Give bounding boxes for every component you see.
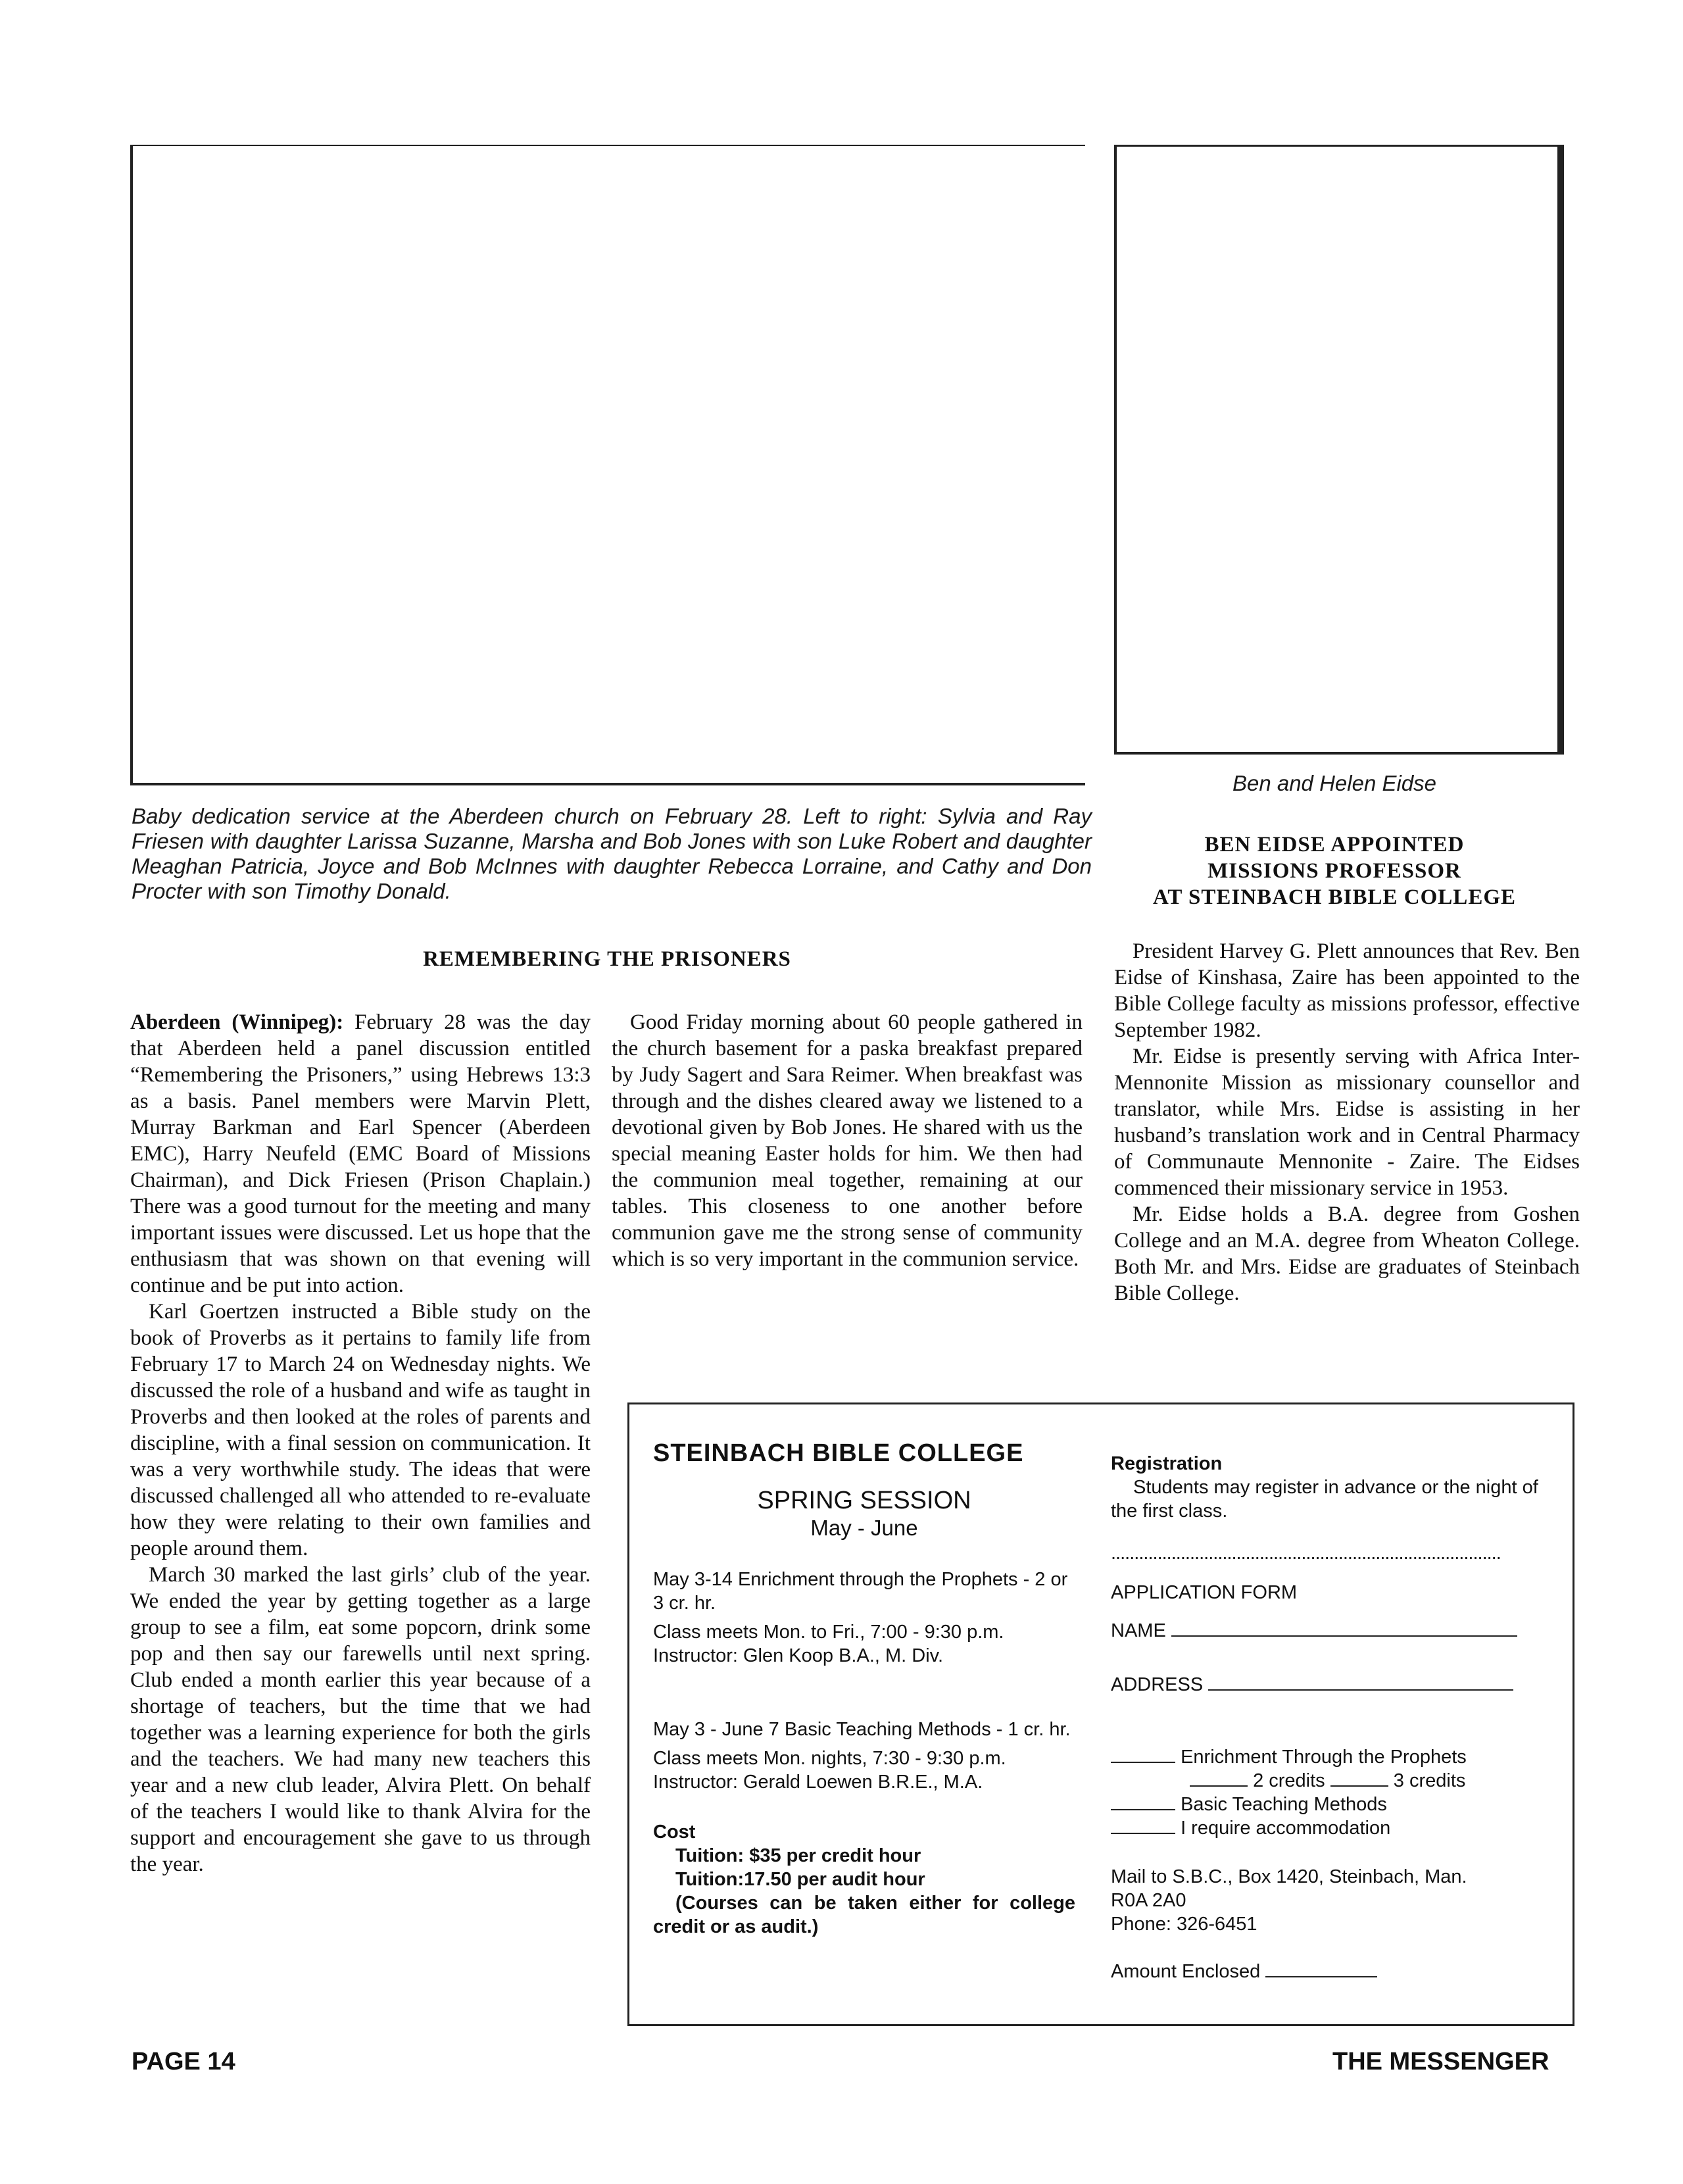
- tuition-audit: Tuition:17.50 per audit hour: [675, 1869, 925, 1890]
- option-credits-row: [1111, 1769, 1545, 1793]
- address-label: ADDRESS: [1111, 1674, 1204, 1695]
- prisoners-headline: REMEMBERING THE PRISONERS: [423, 947, 791, 971]
- magazine-name: THE MESSENGER: [1332, 2048, 1549, 2075]
- eidse-article: [1114, 938, 1580, 1306]
- ad-months: May - June: [810, 1516, 918, 1540]
- name-field-row: [1111, 1619, 1545, 1643]
- registration-text: Students may register in advance or the night of the first class.: [1111, 1477, 1538, 1522]
- photo-baby-dedication: [130, 145, 1085, 785]
- prisoners-column-2: [612, 1009, 1083, 1272]
- option-accommodation-blank[interactable]: [1111, 1833, 1175, 1834]
- page-number: PAGE 14: [132, 2048, 235, 2075]
- article-paragraph: Mr. Eidse is presently serving with Africa Inter-Mennonite Mission as missionary counsellor and translator, while Mrs. Eidse is assisting in her husband’s translation work and in Central Pharmacy of Communaute Mennonite - Zaire. The Eidses commenced their missionary service in 1953.: [1114, 1045, 1580, 1200]
- option-teaching-row: [1111, 1793, 1545, 1816]
- amount-row: [1111, 1960, 1545, 1983]
- address-field-row: [1111, 1673, 1545, 1697]
- course-title: May 3-14 Enrichment through the Prophets - 2 or 3 cr. hr.: [653, 1569, 1068, 1614]
- name-label: NAME: [1111, 1620, 1166, 1641]
- ad-left-column: [653, 1439, 1075, 1939]
- ad-course-2: [653, 1718, 1075, 1794]
- option-3credits-blank[interactable]: [1330, 1785, 1388, 1787]
- article-paragraph: Karl Goertzen instructed a Bible study on the book of Proverbs as it pertains to family life from February 17 to March 24 on Wednesday nights. We discussed the role of a husband and wife as taught in Proverbs and then looked at the roles of parents and discipline, with a final session on communication. It was a very worthwhile study. The ideas that were discussed challenged all who attended to re-evaluate how they were relating to their own families and people around them.: [130, 1300, 591, 1560]
- course-schedule: Class meets Mon. nights, 7:30 - 9:30 p.m.: [653, 1748, 1006, 1769]
- phone-number: Phone: 326-6451: [1111, 1914, 1257, 1935]
- courses-note: (Courses can be taken either for college credit or as audit.): [653, 1893, 1075, 1937]
- eidse-headline-line-2: MISSIONS PROFESSOR: [1207, 859, 1461, 883]
- address-field[interactable]: [1208, 1689, 1513, 1691]
- ad-right-column: [1111, 1452, 1545, 1983]
- photo-caption-eidse: Ben and Helen Eidse: [1232, 771, 1437, 795]
- course-schedule: Class meets Mon. to Fri., 7:00 - 9:30 p.m.: [653, 1622, 1004, 1643]
- option-prophets-label: Enrichment Through the Prophets: [1181, 1747, 1467, 1768]
- option-teaching-label: Basic Teaching Methods: [1181, 1794, 1387, 1815]
- course-instructor: Instructor: Gerald Loewen B.R.E., M.A.: [653, 1772, 983, 1793]
- amount-label: Amount Enclosed: [1111, 1961, 1261, 1982]
- option-teaching-blank[interactable]: [1111, 1809, 1175, 1810]
- ad-session: SPRING SESSION: [757, 1487, 971, 1514]
- name-field[interactable]: [1171, 1635, 1517, 1637]
- article-paragraph: March 30 marked the last girls’ club of the year. We ended the year by getting together as a large group to see a film, eat some popcorn, drink some pop and then say our farewells until next spring. Club ended a month earlier this year because of a shortage of teachers, but the time that we had together was a learning experience for both the girls and the teachers. We had many new teachers this year and a new club leader, Alvira Plett. On behalf of the teachers I would like to thank Alvira for the support and encouragement she gave to us through the year.: [130, 1563, 591, 1876]
- photo-ben-helen-eidse: [1114, 145, 1564, 755]
- eidse-headline-line-3: AT STEINBACH BIBLE COLLEGE: [1152, 885, 1517, 909]
- amount-field[interactable]: [1265, 1976, 1377, 1977]
- ad-college-title: STEINBACH BIBLE COLLEGE: [653, 1439, 1024, 1467]
- article-paragraph: Mr. Eidse holds a B.A. degree from Goshen College and an M.A. degree from Wheaton College. Both Mr. and Mrs. Eidse are graduates of Steinbach Bible College.: [1114, 1203, 1580, 1305]
- photo-caption-baby-dedication: Baby dedication service at the Aberdeen church on February 28. Left to right: Sylvia and Ray Friesen with daughter Larissa Suzanne, Marsha and Bob Jones with son Luke Robert and daughter Meaghan Patricia, Joyce and Bob McInnes with daughter Rebecca Lorraine, and Cathy and Don Procter with son Timothy Donald.: [132, 804, 1092, 903]
- option-2credits-blank[interactable]: [1190, 1785, 1248, 1787]
- eidse-headline: [1114, 831, 1555, 910]
- form-divider: ....................................................................................: [1111, 1543, 1501, 1564]
- ad-cost: [653, 1820, 1075, 1939]
- article-paragraph: President Harvey G. Plett announces that Rev. Ben Eidse of Kinshasa, Zaire has been appointed to the Bible College faculty as missions professor, effective September 1982.: [1114, 939, 1580, 1042]
- option-accommodation-row: [1111, 1816, 1545, 1840]
- option-3credits-label: 3 credits: [1393, 1770, 1466, 1791]
- article-dateline: Aberdeen (Winnipeg):: [130, 1010, 344, 1034]
- ad-course-1: [653, 1568, 1075, 1668]
- application-form-title: APPLICATION FORM: [1111, 1582, 1298, 1603]
- cost-label: Cost: [653, 1822, 696, 1843]
- tuition-credit: Tuition: $35 per credit hour: [675, 1845, 921, 1866]
- college-advertisement: [627, 1402, 1574, 2026]
- eidse-headline-line-1: BEN EIDSE APPOINTED: [1204, 833, 1465, 856]
- article-paragraph: Good Friday morning about 60 people gathered in the church basement for a paska breakfast prepared by Judy Sagert and Sara Reimer. When breakfast was through and the dishes cleared away we listened to a devotional given by Bob Jones. He shared with us the special meaning Easter holds for him. We then had the communion meal together, remaining at our tables. This closeness to one another before communion gave me the strong sense of community which is so very important in the communion service.: [612, 1010, 1083, 1271]
- option-prophets-blank[interactable]: [1111, 1762, 1175, 1763]
- postal-code: R0A 2A0: [1111, 1890, 1186, 1911]
- registration-label: Registration: [1111, 1453, 1223, 1474]
- prisoners-column-1: [130, 1009, 591, 1877]
- course-title: May 3 - June 7 Basic Teaching Methods - 1 cr. hr.: [653, 1719, 1071, 1740]
- option-2credits-label: 2 credits: [1253, 1770, 1325, 1791]
- mail-to: Mail to S.B.C., Box 1420, Steinbach, Man.: [1111, 1866, 1467, 1887]
- article-paragraph: Aberdeen (Winnipeg): February 28 was the day that Aberdeen held a panel discussion entitled “Remembering the Prisoners,” using Hebrews 13:3 as a basis. Panel members were Marvin Plett, Murray Barkman and Earl Spencer (Aberdeen EMC), Harry Neufeld (EMC Board of Missions Chairman), and Dick Friesen (Prison Chaplain.) There was a good turnout for the meeting and many important issues were discussed. Let us hope that the enthusiasm that was shown on that evening will continue and be put into action.: [130, 1010, 591, 1297]
- option-prophets-row: [1111, 1745, 1545, 1769]
- option-accommodation-label: I require accommodation: [1181, 1818, 1391, 1839]
- course-instructor: Instructor: Glen Koop B.A., M. Div.: [653, 1645, 944, 1666]
